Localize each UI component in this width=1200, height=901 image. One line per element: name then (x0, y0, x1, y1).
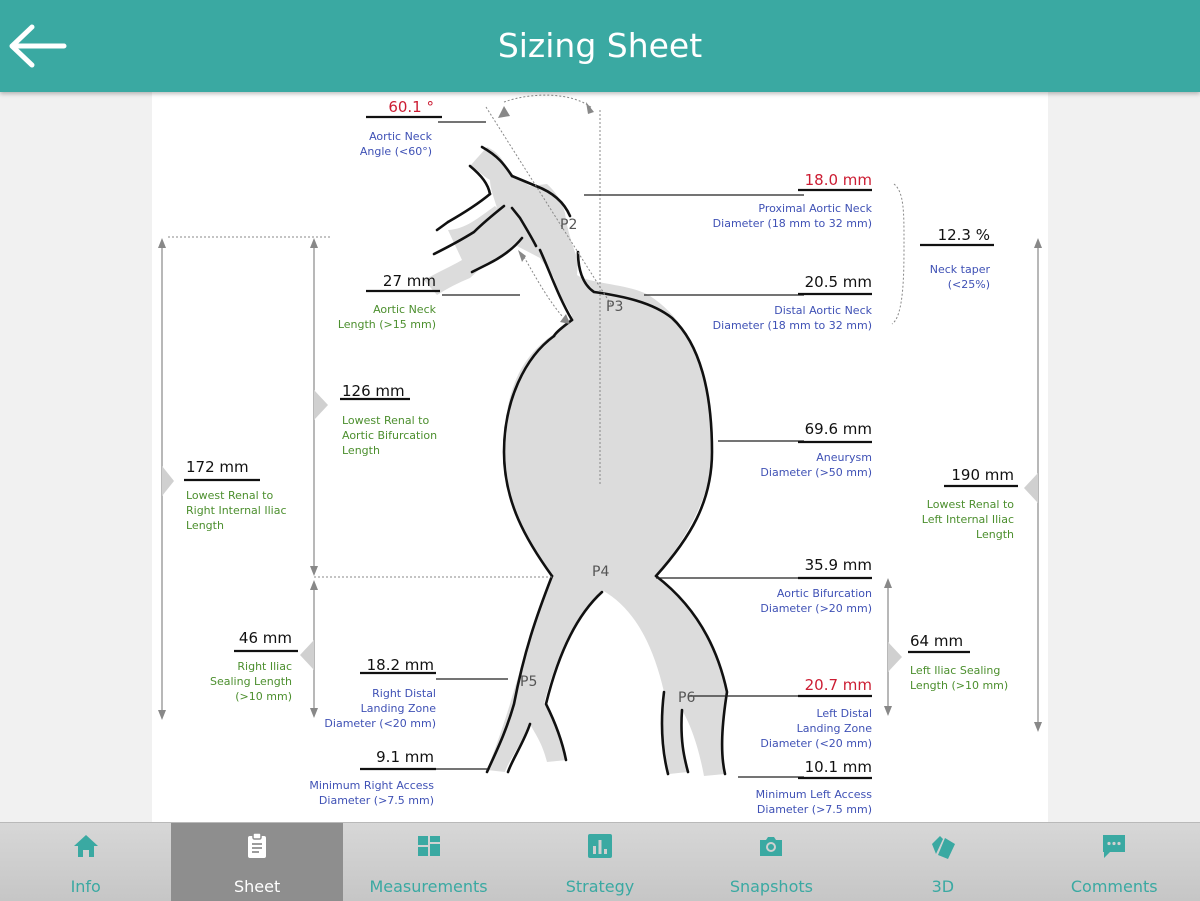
bar-chart-icon (586, 832, 614, 860)
tab-strategy-label: Strategy (565, 877, 635, 896)
renal-to-right-iliac-label-2: Right Internal Iliac (186, 504, 287, 517)
aortic-bifurcation-value: 35.9 mm (804, 556, 872, 574)
renal-to-right-iliac-label-3: Length (186, 519, 224, 532)
camera-icon (757, 832, 785, 860)
tab-sheet[interactable] (171, 823, 342, 901)
distal-neck-diameter-label-1: Distal Aortic Neck (774, 304, 872, 317)
distal-neck-diameter-value: 20.5 mm (804, 273, 872, 291)
left-iliac-sealing-value: 64 mm (910, 632, 964, 650)
proximal-neck-diameter-label-1: Proximal Aortic Neck (758, 202, 872, 215)
proximal-neck-diameter-value: 18.0 mm (804, 171, 872, 189)
tab-strategy[interactable] (514, 823, 685, 901)
point-label-p4: P4 (592, 564, 610, 580)
right-distal-landing-label-1: Right Distal (372, 687, 436, 700)
left-distal-landing-label-1: Left Distal (816, 707, 872, 720)
neck-taper-value: 12.3 % (937, 226, 990, 244)
min-right-access-label-2: Diameter (>7.5 mm) (318, 794, 434, 807)
left-distal-landing-label-3: Diameter (<20 mm) (760, 737, 872, 750)
aortic-neck-angle-label-2: Angle (<60°) (359, 145, 432, 158)
aorta-vessel (424, 147, 727, 776)
sizing-sheet (152, 92, 1048, 822)
bottom-navigation (0, 822, 1200, 901)
min-left-access-value: 10.1 mm (804, 758, 872, 776)
tab-snapshots-label: Snapshots (729, 877, 813, 896)
tab-3d[interactable] (857, 823, 1028, 901)
aorta-diagram (152, 92, 1048, 822)
renal-to-bifurcation-label-3: Length (342, 444, 380, 457)
tab-info[interactable] (0, 823, 171, 901)
min-right-access-label-1: Minimum Right Access (309, 779, 434, 792)
renal-to-left-iliac-label-1: Lowest Renal to (926, 498, 1014, 511)
aortic-neck-angle-label-1: Aortic Neck (369, 130, 432, 143)
point-label-p6: P6 (678, 690, 696, 706)
renal-to-bifurcation-label-1: Lowest Renal to (342, 414, 430, 427)
point-label-p5: P5 (520, 674, 538, 690)
tab-info-label: Info (70, 877, 101, 896)
tab-3d-label: 3D (931, 877, 955, 896)
tab-measurements-label: Measurements (369, 877, 488, 896)
left-distal-landing-label-2: Landing Zone (796, 722, 872, 735)
tab-snapshots[interactable] (686, 823, 857, 901)
left-iliac-sealing-label-1: Left Iliac Sealing (910, 664, 1001, 677)
right-distal-landing-label-2: Landing Zone (360, 702, 436, 715)
comment-icon (1100, 832, 1128, 860)
tab-comments[interactable] (1029, 823, 1200, 901)
tab-comments-label: Comments (1070, 877, 1158, 896)
aortic-bifurcation-label-2: Diameter (>20 mm) (760, 602, 872, 615)
right-distal-landing-label-3: Diameter (<20 mm) (324, 717, 436, 730)
page-title: Sizing Sheet (497, 26, 703, 65)
tab-sheet-label: Sheet (234, 877, 281, 896)
renal-to-bifurcation-label-2: Aortic Bifurcation (342, 429, 438, 442)
left-iliac-sealing-label-2: Length (>10 mm) (910, 679, 1009, 692)
aneurysm-diameter-value: 69.6 mm (804, 420, 872, 438)
point-label-p2: P2 (560, 217, 578, 233)
neck-taper-label-2: (<25%) (947, 278, 990, 291)
neck-taper-label-1: Neck taper (929, 263, 990, 276)
right-iliac-sealing-label-1: Right Iliac (237, 660, 292, 673)
aortic-neck-length-label-2: Length (>15 mm) (337, 318, 436, 331)
proximal-neck-diameter-label-2: Diameter (18 mm to 32 mm) (712, 217, 872, 230)
dashboard-icon (415, 832, 443, 860)
aortic-neck-length-label-1: Aortic Neck (373, 303, 436, 316)
app-bar (0, 0, 1200, 92)
distal-neck-diameter-label-2: Diameter (18 mm to 32 mm) (712, 319, 872, 332)
renal-to-left-iliac-label-3: Length (976, 528, 1014, 541)
min-left-access-label-1: Minimum Left Access (755, 788, 872, 801)
right-iliac-sealing-value: 46 mm (238, 629, 292, 647)
tab-measurements[interactable] (343, 823, 514, 901)
right-iliac-sealing-label-2: Sealing Length (210, 675, 292, 688)
renal-to-bifurcation-value: 126 mm (342, 382, 405, 400)
aortic-neck-angle-value: 60.1 ° (388, 98, 434, 116)
aneurysm-diameter-label-2: Diameter (>50 mm) (760, 466, 872, 479)
renal-to-right-iliac-label-1: Lowest Renal to (186, 489, 274, 502)
renal-to-left-iliac-label-2: Left Internal Iliac (921, 513, 1014, 526)
min-left-access-label-2: Diameter (>7.5 mm) (756, 803, 872, 816)
cards-3d-icon (929, 832, 957, 860)
renal-to-left-iliac-value: 190 mm (951, 466, 1014, 484)
aneurysm-diameter-label-1: Aneurysm (816, 451, 872, 464)
min-right-access-value: 9.1 mm (376, 748, 434, 766)
right-distal-landing-value: 18.2 mm (366, 656, 434, 674)
right-iliac-sealing-label-3: (>10 mm) (235, 690, 292, 703)
aortic-bifurcation-label-1: Aortic Bifurcation (776, 587, 872, 600)
left-distal-landing-value: 20.7 mm (804, 676, 872, 694)
home-icon (72, 832, 100, 860)
aortic-neck-length-value: 27 mm (382, 272, 436, 290)
renal-to-right-iliac-value: 172 mm (186, 458, 249, 476)
clipboard-icon (243, 832, 271, 860)
point-label-p3: P3 (606, 299, 624, 315)
